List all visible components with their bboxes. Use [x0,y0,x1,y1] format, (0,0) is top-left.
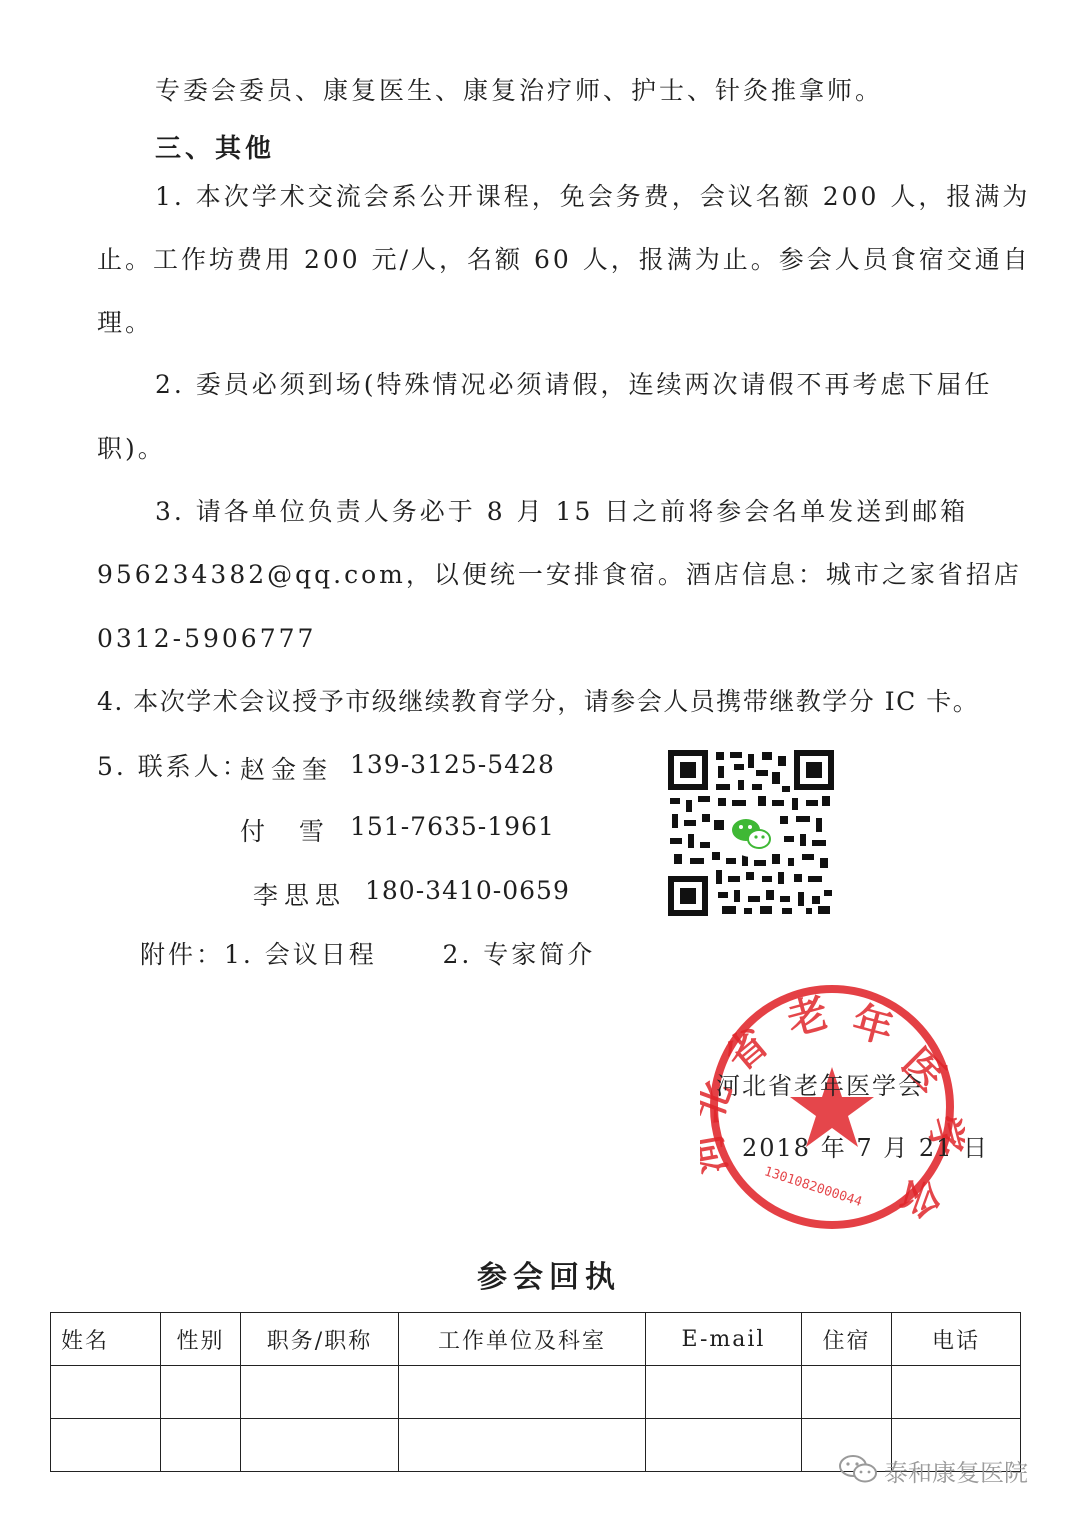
reply-form-title: 参会回执 [477,1260,621,1295]
watermark [838,1453,1028,1488]
cell-email[interactable] [646,1366,802,1419]
cell-gender[interactable] [161,1366,241,1419]
header-workplace: 工作单位及科室 [399,1313,646,1366]
svg-text:会: 会 [890,1171,948,1225]
item3-line1: 3. 请各单位负责人务必于 8 月 15 日之前将参会名单发送到邮箱 [155,497,969,526]
cell-name[interactable] [51,1419,161,1472]
svg-text:省: 省 [716,1019,778,1081]
cell-position[interactable] [241,1419,399,1472]
signature-date: 2018 年 7 月 21 日 [742,1134,990,1162]
reply-form-header-row [51,1313,1021,1366]
contact-name-3: 李思思 [253,881,347,910]
svg-text:学: 学 [918,1110,965,1162]
item3-line3: 0312-5906777 [97,624,317,653]
item2-line1: 2. 委员必须到场(特殊情况必须请假，连续两次请假不再考虑下届任 [155,370,993,399]
svg-text:老: 老 [782,989,834,1045]
item1-line1: 1. 本次学术交流会系公开课程，免会务费，会议名额 200 人，报满为 [155,182,1031,211]
item3-line2: 956234382@qq.com，以便统一安排食宿。酒店信息：城市之家省招店 [97,560,1022,589]
seal-code: 1301082000044 [762,1164,864,1210]
contact-phone-3: 180-3410-0659 [365,876,570,905]
organization-seal [700,975,965,1240]
header-gender: 性别 [161,1313,241,1366]
item2-line2: 职)。 [97,434,166,463]
cell-name[interactable] [51,1366,161,1419]
cell-email[interactable] [646,1419,802,1472]
item1-line2: 止。工作坊费用 200 元/人，名额 60 人，报满为止。参会人员食宿交通自 [97,245,1031,274]
svg-text:北: 北 [700,1075,742,1129]
svg-text:年: 年 [847,998,898,1054]
signature-organization: 河北省老年医学会 [716,1072,924,1100]
header-phone: 电话 [892,1313,1021,1366]
svg-text:河: 河 [700,1129,736,1178]
contact-phone-2: 151-7635-1961 [350,812,555,841]
item1-line3: 理。 [97,308,154,337]
svg-text:医: 医 [892,1039,954,1101]
contact-phone-1: 139-3125-5428 [350,750,555,779]
header-position: 职务/职称 [241,1313,399,1366]
cell-phone[interactable] [892,1366,1021,1419]
wechat-logo-icon [727,809,775,857]
cell-position[interactable] [241,1366,399,1419]
body-line-role-list: 专委会委员、康复医生、康复治疗师、护士、针灸推拿师。 [155,76,884,105]
header-email: E-mail [646,1313,802,1366]
header-name: 姓名 [51,1313,161,1366]
table-row [51,1366,1021,1419]
attachments-line: 附件：1. 会议日程 2. 专家简介 [140,940,596,969]
wechat-icon [838,1454,878,1488]
item4-line: 4. 本次学术会议授予市级继续教育学分，请参会人员携带继教学分 IC 卡。 [97,687,980,716]
qr-code [668,750,834,916]
header-accommodation: 住宿 [802,1313,892,1366]
cell-gender[interactable] [161,1419,241,1472]
section-heading-others: 三、其他 [155,134,276,164]
contact-name-2: 付 雪 [240,817,330,846]
cell-workplace[interactable] [399,1366,646,1419]
cell-workplace[interactable] [399,1419,646,1472]
reply-form-table [50,1312,1021,1472]
watermark-text: 泰和康复医院 [884,1459,1028,1487]
contact-name-1: 赵金奎 [240,755,334,784]
contacts-prefix: 5. 联系人： [97,752,250,781]
cell-accommodation[interactable] [802,1366,892,1419]
